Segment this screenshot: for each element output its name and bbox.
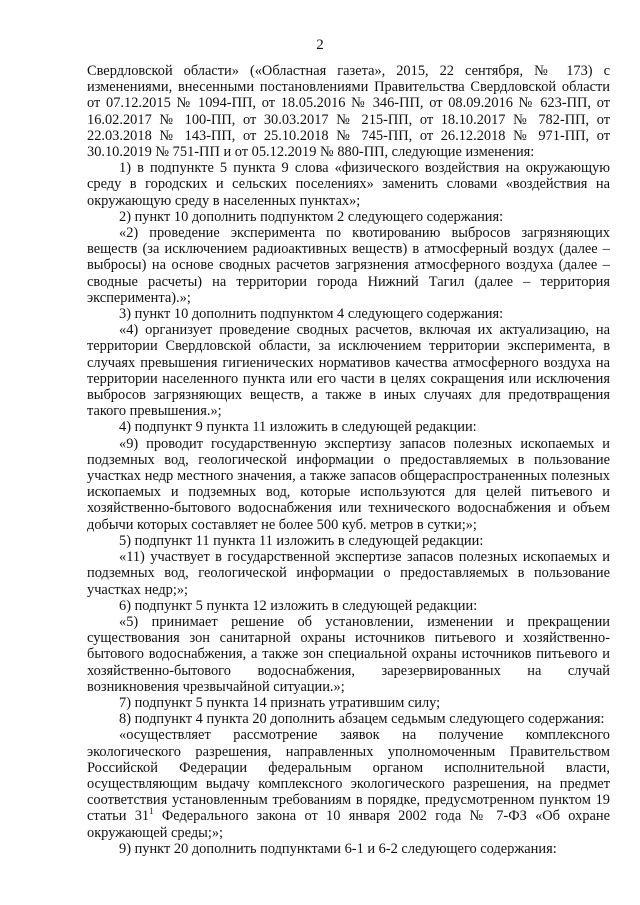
document-body bbox=[87, 63, 610, 857]
paragraph bbox=[87, 549, 610, 598]
page-number: 2 bbox=[316, 37, 324, 53]
paragraph-text: 3) пункт 10 дополнить подпунктом 4 следующего содержания: bbox=[119, 306, 504, 323]
paragraph bbox=[87, 160, 610, 209]
paragraph bbox=[87, 225, 610, 306]
paragraph bbox=[87, 419, 610, 435]
paragraph bbox=[87, 209, 610, 225]
paragraph-text: 7) подпункт 5 пункта 14 признать утратившим силу; bbox=[119, 694, 441, 711]
paragraph bbox=[87, 436, 610, 533]
paragraph-text: 1) в подпункте 5 пункта 9 слова «физического воздействия на окружающую среду в городских и сельских поселениях» заменить словами «воздействия на окружающую среду в населенных пунктах»; bbox=[87, 160, 610, 209]
paragraph bbox=[87, 614, 610, 695]
paragraph bbox=[87, 322, 610, 419]
paragraph-text: 6) подпункт 5 пункта 12 изложить в следующей редакции: bbox=[119, 597, 478, 614]
paragraph bbox=[87, 533, 610, 549]
paragraph-text: «11) участвует в государственной экспертизе запасов полезных ископаемых и подземных вод, геологической информации о предоставляемых в пользование участках недр;»; bbox=[87, 549, 610, 598]
paragraph-text: «4) организует проведение сводных расчетов, включая их актуализацию, на территории Свердловской области, за исключением территории эксперимента, в случаях превышения гигиенических нормативов качества атмосферного воздуха на территории населенного пункта или его части в целях сокращения или исключения выбросов загрязняющих веществ, а также в иных случаях для предотвращения такого превышения.»; bbox=[87, 322, 610, 420]
paragraph-text: «осуществляет рассмотрение заявок на получение комплексного экологического разрешения, направленных уполномоченным Правительством Российской Федерации федеральным органом исполнительной власти, осуществляющим выдачу комплексного экологического разрешения, на предмет соответствия установленным требованиям в порядке, предусмотренном пунктом 19 статьи 31 bbox=[87, 727, 610, 825]
paragraph bbox=[87, 598, 610, 614]
paragraph bbox=[87, 727, 610, 840]
paragraph-text: «9) проводит государственную экспертизу запасов полезных ископаемых и подземных вод, геологической информации о предоставляемых в пользование участках недр местного значения, а также запасов общераспространенных полезных ископаемых и подземных вод, которые используются для целей питьевого и хозяйственно-бытового водоснабжения или технического водоснабжения и объем добычи которых составляет не более 500 куб. метров в сутки;»; bbox=[87, 435, 610, 533]
paragraph-text: 5) подпункт 11 пункта 11 изложить в следующей редакции: bbox=[119, 532, 484, 549]
superscript: 1 bbox=[149, 806, 154, 817]
paragraph bbox=[87, 63, 610, 160]
paragraph-text: 2) пункт 10 дополнить подпунктом 2 следующего содержания: bbox=[119, 208, 504, 225]
paragraph-text: «5) принимает решение об установлении, изменении и прекращении существования зон санитарной охраны источников питьевого и хозяйственно-бытового водоснабжения, а также зон специальной охраны источников питьевого и хозяйственно-бытового водоснабжения, зарезервированных на случай возникновения чрезвычайной ситуации.»; bbox=[87, 613, 610, 695]
paragraph-text: «2) проведение эксперимента по квотированию выбросов загрязняющих веществ (за исключением радиоактивных веществ) в атмосферный воздух (далее – выбросы) на основе сводных расчетов загрязнения атмосферного воздуха (далее – сводные расчеты) на территории города Нижний Тагил (далее – территория эксперимента).»; bbox=[87, 225, 610, 306]
paragraph bbox=[87, 711, 610, 727]
paragraph bbox=[87, 841, 610, 857]
paragraph bbox=[87, 695, 610, 711]
paragraph-text: 9) пункт 20 дополнить подпунктами 6-1 и 6-2 следующего содержания: bbox=[119, 840, 557, 857]
paragraph-text: 8) подпункт 4 пункта 20 дополнить абзацем седьмым следующего содержания: bbox=[119, 711, 605, 728]
paragraph-text-continued: Федерального закона от 10 января 2002 года № 7-ФЗ «Об охране окружающей среды;»; bbox=[87, 808, 610, 841]
paragraph-text: 4) подпункт 9 пункта 11 изложить в следующей редакции: bbox=[119, 419, 477, 436]
paragraph bbox=[87, 306, 610, 322]
paragraph-text: Свердловской области» («Областная газета», 2015, 22 сентября, № 173) с изменениями, внесенными постановлениями Правительства Свердловской области от 07.12.2015 № 1094-ПП, от 18.05.2016 № 346-ПП, от 08.09.2016 № 623-ПП, от 16.02.2017 № 100-ПП, от 30.03.2017 № 215-ПП, от 18.10.2017 № 782-ПП, от 22.03.2018 № 143-ПП, от 25.10.2018 № 745-ПП, от 26.12.2018 № 971-ПП, от 30.10.2019 № 751-ПП и от 05.12.2019 № 880-ПП, следующие изменения: bbox=[87, 63, 610, 161]
